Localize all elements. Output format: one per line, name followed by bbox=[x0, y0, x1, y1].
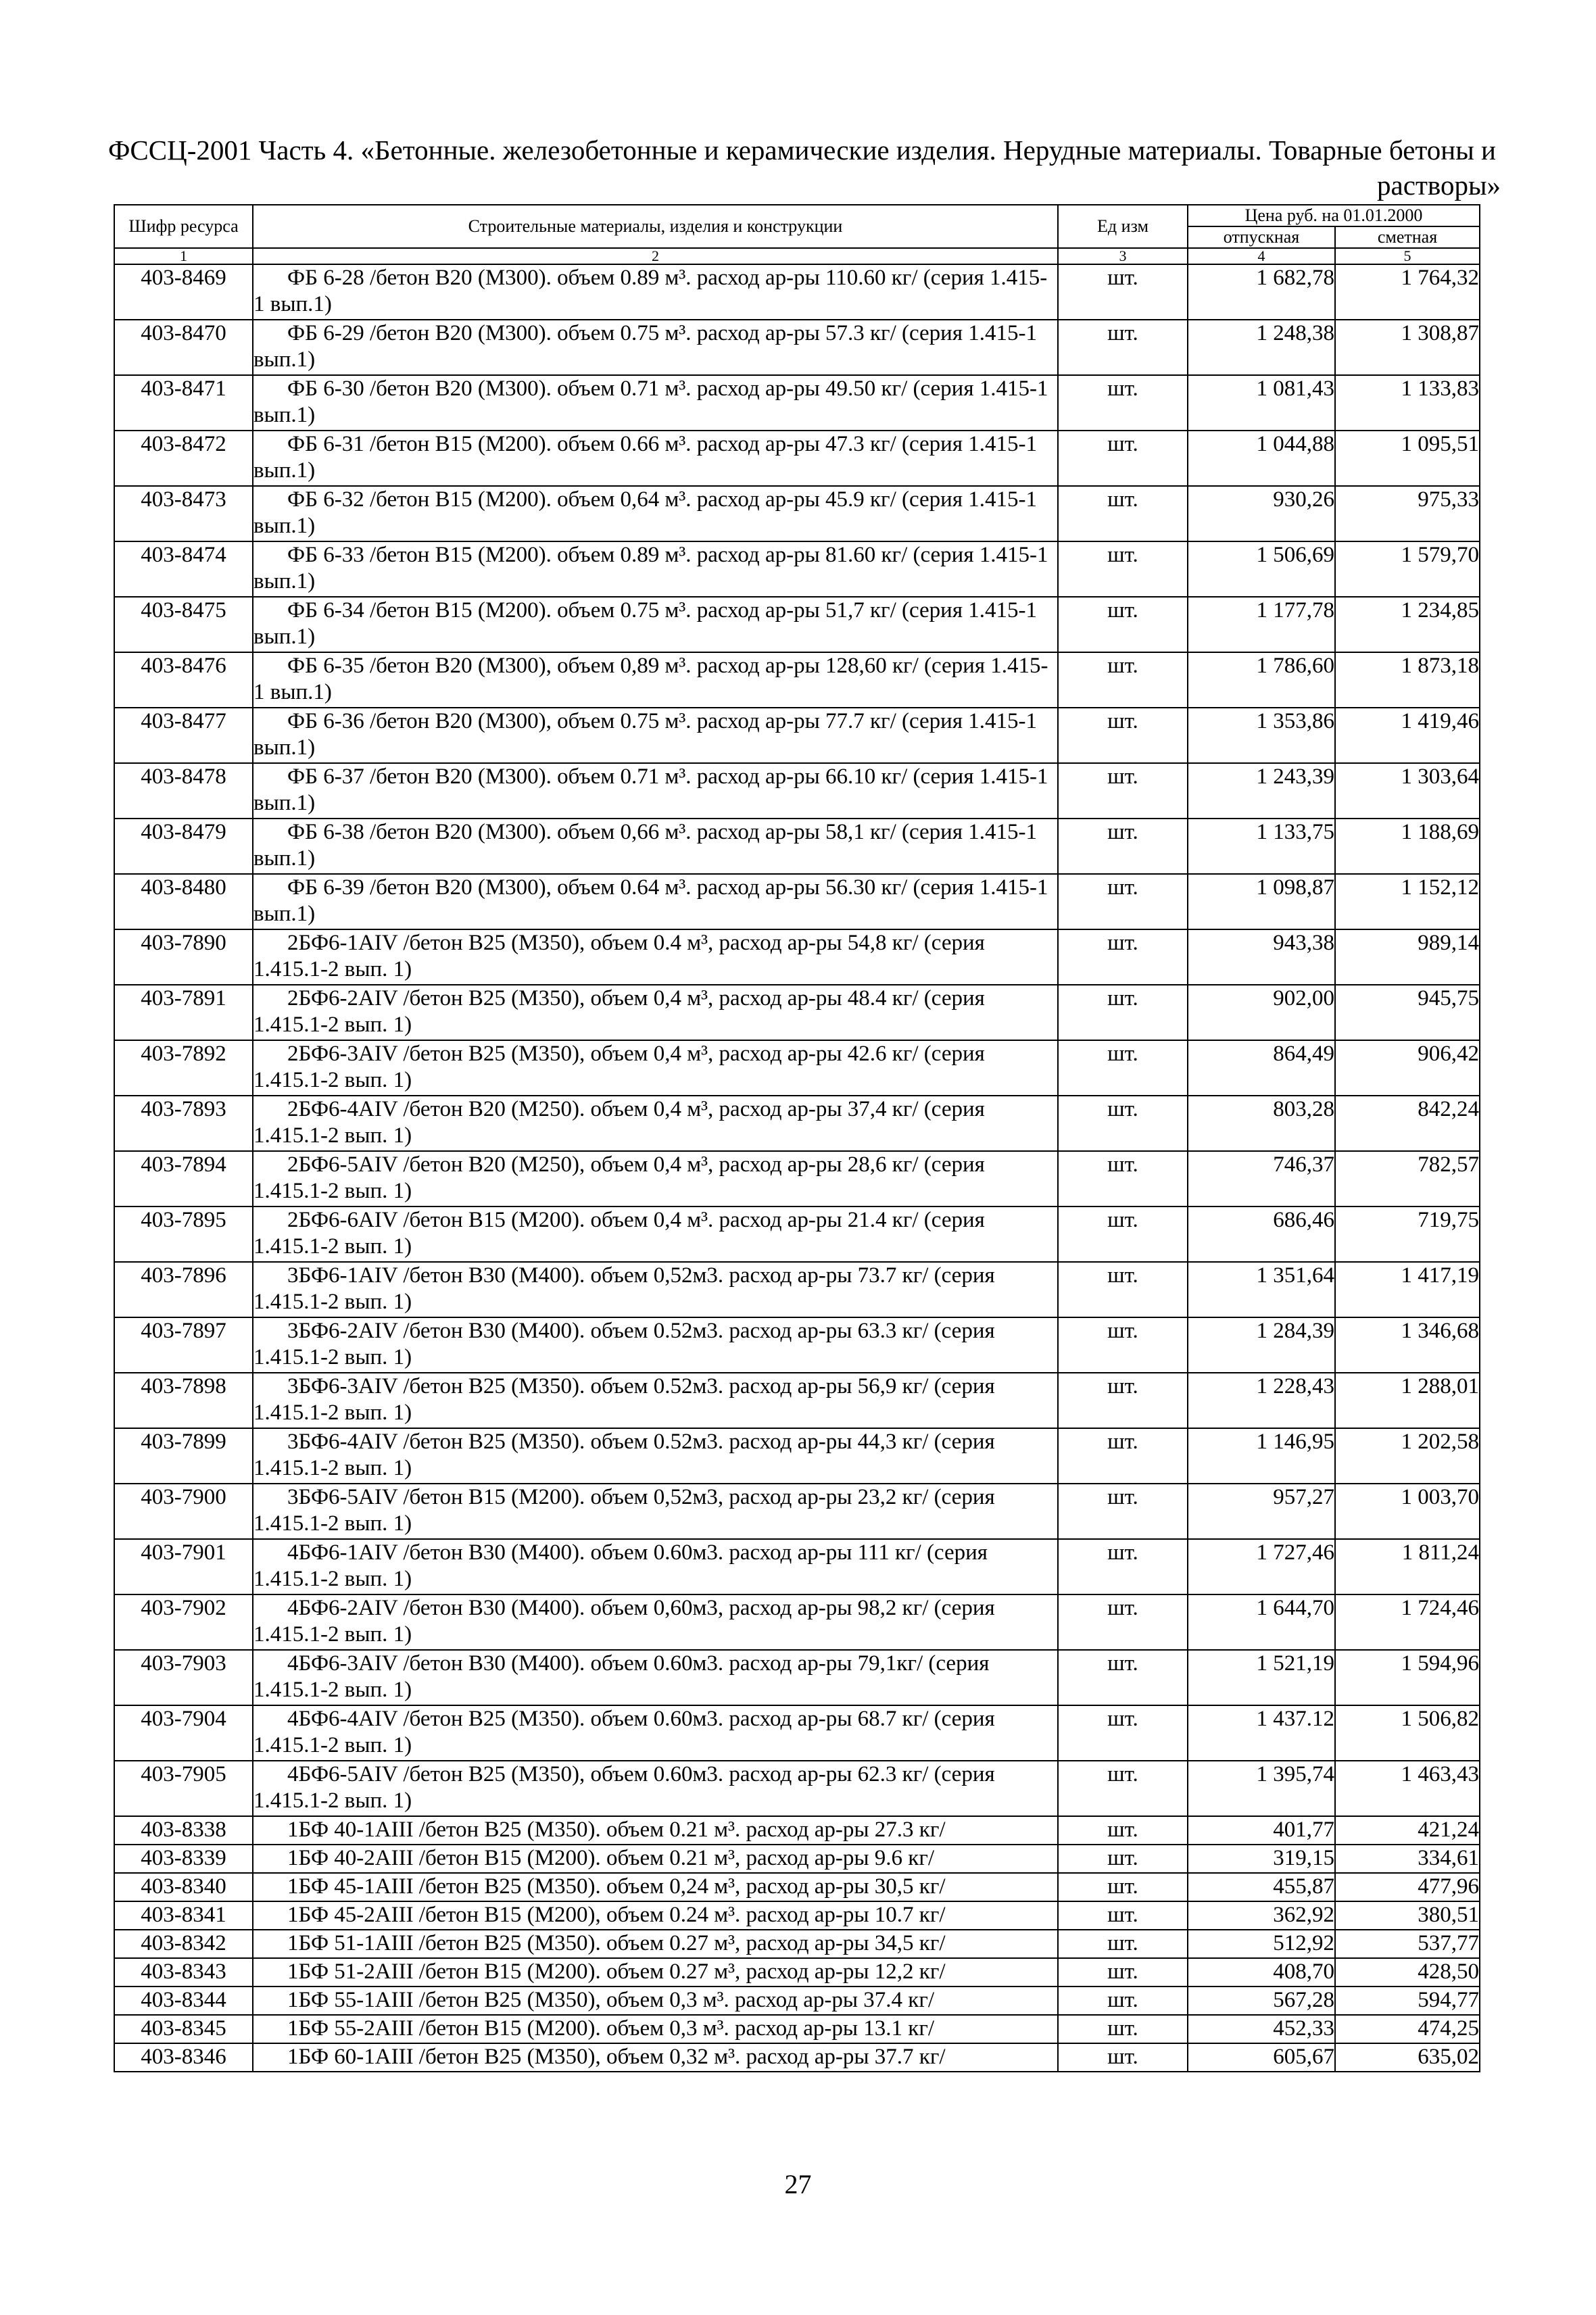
price-estimate-cell: 1 594,96 bbox=[1335, 1650, 1480, 1705]
price-release-cell: 1 284,39 bbox=[1188, 1317, 1335, 1373]
description-cell bbox=[253, 1096, 1058, 1151]
price-release-cell: 1 228,43 bbox=[1188, 1373, 1335, 1428]
price-release-cell: 1 682,78 bbox=[1188, 264, 1335, 320]
price-release-cell: 1 644,70 bbox=[1188, 1594, 1335, 1650]
description-text: 3БФ6-5АIV /бетон В15 (М200). объем 0,52м3, расход ар-ры 23,2 кг/ (серия 1.415.1-2 вып. 1) bbox=[253, 1485, 995, 1536]
price-estimate-cell: 1 133,83 bbox=[1335, 375, 1480, 431]
unit-cell: шт. bbox=[1058, 1151, 1188, 1207]
price-release-cell: 401,77 bbox=[1188, 1816, 1335, 1845]
price-estimate-cell: 1 188,69 bbox=[1335, 819, 1480, 874]
price-estimate-cell: 1 764,32 bbox=[1335, 264, 1480, 320]
unit-cell: шт. bbox=[1058, 431, 1188, 486]
price-release-cell: 512,92 bbox=[1188, 1930, 1335, 1958]
price-release-cell: 1 521,19 bbox=[1188, 1650, 1335, 1705]
unit-cell: шт. bbox=[1058, 1262, 1188, 1317]
table-row bbox=[114, 874, 1480, 929]
table-row bbox=[114, 1987, 1480, 2015]
price-estimate-cell: 594,77 bbox=[1335, 1987, 1480, 2015]
unit-cell: шт. bbox=[1058, 320, 1188, 375]
unit-cell: шт. bbox=[1058, 375, 1188, 431]
price-estimate-cell: 1 095,51 bbox=[1335, 431, 1480, 486]
table-row bbox=[114, 1930, 1480, 1958]
description-text: 3БФ6-4АIV /бетон В25 (М350). объем 0.52м3. расход ар-ры 44,3 кг/ (серия 1.415.1-2 вып. 1) bbox=[253, 1430, 995, 1480]
price-estimate-cell: 842,24 bbox=[1335, 1096, 1480, 1151]
unit-cell: шт. bbox=[1058, 1873, 1188, 1901]
col-header-price-release: отпускная bbox=[1188, 226, 1335, 248]
description-text: ФБ 6-29 /бетон В20 (М300). объем 0.75 м³. расход ар-ры 57.3 кг/ (серия 1.415-1 вып.1) bbox=[253, 321, 1037, 372]
description-cell bbox=[253, 264, 1058, 320]
unit-cell: шт. bbox=[1058, 819, 1188, 874]
price-estimate-cell: 1 463,43 bbox=[1335, 1761, 1480, 1816]
unit-cell: шт. bbox=[1058, 763, 1188, 819]
description-text: ФБ 6-31 /бетон В15 (М200). объем 0.66 м³. расход ар-ры 47.3 кг/ (серия 1.415-1 вып.1) bbox=[253, 432, 1037, 483]
description-text: 3БФ6-3АIV /бетон В25 (М350). объем 0.52м3. расход ар-ры 56,9 кг/ (серия 1.415.1-2 вып. 1) bbox=[253, 1374, 995, 1425]
code-cell: 403-8346 bbox=[114, 2043, 253, 2072]
unit-cell: шт. bbox=[1058, 1901, 1188, 1930]
code-cell: 403-8342 bbox=[114, 1930, 253, 1958]
description-text: ФБ 6-35 /бетон В20 (М300), объем 0,89 м³. расход ар-ры 128,60 кг/ (серия 1.415-1 вып.1) bbox=[253, 654, 1048, 704]
description-text: ФБ 6-38 /бетон В20 (М300). объем 0,66 м³. расход ар-ры 58,1 кг/ (серия 1.415-1 вып.1) bbox=[253, 820, 1037, 871]
price-release-cell: 408,70 bbox=[1188, 1958, 1335, 1987]
description-cell bbox=[253, 2043, 1058, 2072]
description-text: ФБ 6-30 /бетон В20 (М300). объем 0.71 м³. расход ар-ры 49.50 кг/ (серия 1.415-1 вып.1) bbox=[253, 376, 1048, 427]
price-release-cell: 803,28 bbox=[1188, 1096, 1335, 1151]
description-cell bbox=[253, 819, 1058, 874]
code-cell: 403-7902 bbox=[114, 1594, 253, 1650]
price-release-cell: 1 395,74 bbox=[1188, 1761, 1335, 1816]
price-release-cell: 902,00 bbox=[1188, 985, 1335, 1040]
description-text: 1БФ 55-1АIII /бетон В25 (М350), объем 0,3 м³. расход ар-ры 37.4 кг/ bbox=[287, 1988, 935, 2012]
table-row bbox=[114, 1484, 1480, 1539]
description-text: 2БФ6-1АIV /бетон В25 (М350), объем 0.4 м³, расход ар-ры 54,8 кг/ (серия 1.415.1-2 вып. 1) bbox=[253, 931, 985, 981]
price-release-cell: 864,49 bbox=[1188, 1040, 1335, 1096]
unit-cell: шт. bbox=[1058, 1040, 1188, 1096]
description-text: ФБ 6-34 /бетон В15 (М200). объем 0.75 м³. расход ар-ры 51,7 кг/ (серия 1.415-1 вып.1) bbox=[253, 598, 1037, 649]
code-cell: 403-7895 bbox=[114, 1207, 253, 1262]
price-estimate-cell: 1 003,70 bbox=[1335, 1484, 1480, 1539]
code-cell: 403-8339 bbox=[114, 1845, 253, 1873]
unit-cell: шт. bbox=[1058, 1539, 1188, 1594]
table-row bbox=[114, 1096, 1480, 1151]
description-cell bbox=[253, 1594, 1058, 1650]
price-estimate-cell: 635,02 bbox=[1335, 2043, 1480, 2072]
code-cell: 403-8480 bbox=[114, 874, 253, 929]
price-estimate-cell: 1 288,01 bbox=[1335, 1373, 1480, 1428]
description-text: ФБ 6-39 /бетон В20 (М300), объем 0.64 м³. расход ар-ры 56.30 кг/ (серия 1.415-1 вып.1) bbox=[253, 875, 1048, 926]
description-cell bbox=[253, 763, 1058, 819]
description-cell bbox=[253, 1262, 1058, 1317]
unit-cell: шт. bbox=[1058, 1930, 1188, 1958]
table-row bbox=[114, 1873, 1480, 1901]
price-release-cell: 957,27 bbox=[1188, 1484, 1335, 1539]
description-text: 4БФ6-2АIV /бетон В30 (М400). объем 0,60м3, расход ар-ры 98,2 кг/ (серия 1.415.1-2 вып. 1) bbox=[253, 1596, 995, 1647]
price-release-cell: 1 351,64 bbox=[1188, 1262, 1335, 1317]
table-row bbox=[114, 1539, 1480, 1594]
unit-cell: шт. bbox=[1058, 1761, 1188, 1816]
price-estimate-cell: 1 308,87 bbox=[1335, 320, 1480, 375]
description-cell bbox=[253, 1705, 1058, 1761]
unit-cell: шт. bbox=[1058, 2015, 1188, 2043]
description-cell bbox=[253, 1761, 1058, 1816]
table-row bbox=[114, 431, 1480, 486]
description-text: 2БФ6-2АIV /бетон В25 (М350), объем 0,4 м³, расход ар-ры 48.4 кг/ (серия 1.415.1-2 вып. 1) bbox=[253, 986, 985, 1037]
table-row bbox=[114, 652, 1480, 708]
column-number: 4 bbox=[1188, 248, 1335, 264]
col-header-desc: Строительные материалы, изделия и конструкции bbox=[253, 205, 1058, 248]
description-text: 1БФ 40-2АIII /бетон В15 (М200). объем 0.21 м³, расход ар-ры 9.6 кг/ bbox=[287, 1846, 935, 1870]
table-row bbox=[114, 2043, 1480, 2072]
description-text: 1БФ 55-2АIII /бетон В15 (М200). объем 0,3 м³. расход ар-ры 13.1 кг/ bbox=[287, 2016, 935, 2041]
code-cell: 403-7898 bbox=[114, 1373, 253, 1428]
code-cell: 403-7897 bbox=[114, 1317, 253, 1373]
description-cell bbox=[253, 652, 1058, 708]
price-estimate-cell: 1 724,46 bbox=[1335, 1594, 1480, 1650]
price-release-cell: 1 044,88 bbox=[1188, 431, 1335, 486]
table-row bbox=[114, 1262, 1480, 1317]
table-row bbox=[114, 1845, 1480, 1873]
table-row bbox=[114, 1958, 1480, 1987]
price-estimate-cell: 782,57 bbox=[1335, 1151, 1480, 1207]
description-text: ФБ 6-36 /бетон В20 (М300), объем 0.75 м³. расход ар-ры 77.7 кг/ (серия 1.415-1 вып.1) bbox=[253, 709, 1037, 760]
code-cell: 403-7905 bbox=[114, 1761, 253, 1816]
table-row bbox=[114, 375, 1480, 431]
price-release-cell: 362,92 bbox=[1188, 1901, 1335, 1930]
code-cell: 403-8476 bbox=[114, 652, 253, 708]
unit-cell: шт. bbox=[1058, 1428, 1188, 1484]
description-cell bbox=[253, 320, 1058, 375]
price-estimate-cell: 1 579,70 bbox=[1335, 541, 1480, 597]
unit-cell: шт. bbox=[1058, 541, 1188, 597]
code-cell: 403-7904 bbox=[114, 1705, 253, 1761]
price-release-cell: 1 353,86 bbox=[1188, 708, 1335, 763]
description-cell bbox=[253, 1987, 1058, 2015]
price-release-cell: 1 081,43 bbox=[1188, 375, 1335, 431]
description-cell bbox=[253, 597, 1058, 652]
price-estimate-cell: 945,75 bbox=[1335, 985, 1480, 1040]
description-cell bbox=[253, 874, 1058, 929]
table-body bbox=[114, 264, 1480, 2072]
code-cell: 403-8473 bbox=[114, 486, 253, 541]
description-text: 1БФ 60-1АIII /бетон В25 (М350), объем 0,32 м³. расход ар-ры 37.7 кг/ bbox=[287, 2045, 946, 2069]
code-cell: 403-8338 bbox=[114, 1816, 253, 1845]
code-cell: 403-8475 bbox=[114, 597, 253, 652]
price-release-cell: 930,26 bbox=[1188, 486, 1335, 541]
description-cell bbox=[253, 1845, 1058, 1873]
unit-cell: шт. bbox=[1058, 985, 1188, 1040]
page-header bbox=[108, 132, 1501, 203]
price-release-cell: 1 437.12 bbox=[1188, 1705, 1335, 1761]
price-estimate-cell: 474,25 bbox=[1335, 2015, 1480, 2043]
price-release-cell: 1 727,46 bbox=[1188, 1539, 1335, 1594]
price-estimate-cell: 421,24 bbox=[1335, 1816, 1480, 1845]
price-release-cell: 319,15 bbox=[1188, 1845, 1335, 1873]
unit-cell: шт. bbox=[1058, 597, 1188, 652]
description-cell bbox=[253, 1373, 1058, 1428]
description-cell bbox=[253, 1428, 1058, 1484]
table-row bbox=[114, 597, 1480, 652]
code-cell: 403-8470 bbox=[114, 320, 253, 375]
price-estimate-cell: 1 303,64 bbox=[1335, 763, 1480, 819]
price-estimate-cell: 1 419,46 bbox=[1335, 708, 1480, 763]
price-release-cell: 746,37 bbox=[1188, 1151, 1335, 1207]
description-text: ФБ 6-37 /бетон В20 (М300). объем 0.71 м³. расход ар-ры 66.10 кг/ (серия 1.415-1 вып.1) bbox=[253, 764, 1048, 815]
table-row bbox=[114, 819, 1480, 874]
header-title-line2: растворы» bbox=[1377, 170, 1501, 201]
description-text: 3БФ6-1АIV /бетон В30 (М400). объем 0,52м3. расход ар-ры 73.7 кг/ (серия 1.415.1-2 вып. 1) bbox=[253, 1263, 995, 1314]
unit-cell: шт. bbox=[1058, 1650, 1188, 1705]
unit-cell: шт. bbox=[1058, 1096, 1188, 1151]
column-number-row bbox=[114, 248, 1480, 264]
unit-cell: шт. bbox=[1058, 652, 1188, 708]
description-cell bbox=[253, 1040, 1058, 1096]
code-cell: 403-8340 bbox=[114, 1873, 253, 1901]
price-release-cell: 1 786,60 bbox=[1188, 652, 1335, 708]
code-cell: 403-8341 bbox=[114, 1901, 253, 1930]
description-cell bbox=[253, 1901, 1058, 1930]
unit-cell: шт. bbox=[1058, 1373, 1188, 1428]
table-row bbox=[114, 1650, 1480, 1705]
column-number: 2 bbox=[253, 248, 1058, 264]
description-cell bbox=[253, 985, 1058, 1040]
description-text: 2БФ6-5АIV /бетон В20 (М250), объем 0,4 м³, расход ар-ры 28,6 кг/ (серия 1.415.1-2 вып. 1) bbox=[253, 1152, 985, 1203]
table-row bbox=[114, 1151, 1480, 1207]
table-row bbox=[114, 486, 1480, 541]
price-estimate-cell: 1 152,12 bbox=[1335, 874, 1480, 929]
description-text: 4БФ6-4АIV /бетон В25 (М350). объем 0.60м3. расход ар-ры 68.7 кг/ (серия 1.415.1-2 вып. 1) bbox=[253, 1707, 995, 1757]
price-release-cell: 567,28 bbox=[1188, 1987, 1335, 2015]
code-cell: 403-8472 bbox=[114, 431, 253, 486]
price-estimate-cell: 1 346,68 bbox=[1335, 1317, 1480, 1373]
price-release-cell: 686,46 bbox=[1188, 1207, 1335, 1262]
col-header-unit: Ед изм bbox=[1058, 205, 1188, 248]
description-cell bbox=[253, 1873, 1058, 1901]
description-cell bbox=[253, 1317, 1058, 1373]
code-cell: 403-7899 bbox=[114, 1428, 253, 1484]
table-row bbox=[114, 1816, 1480, 1845]
unit-cell: шт. bbox=[1058, 1845, 1188, 1873]
description-cell bbox=[253, 1151, 1058, 1207]
price-estimate-cell: 1 506,82 bbox=[1335, 1705, 1480, 1761]
price-estimate-cell: 719,75 bbox=[1335, 1207, 1480, 1262]
description-cell bbox=[253, 1207, 1058, 1262]
description-text: 2БФ6-6АIV /бетон В15 (М200). объем 0,4 м³. расход ар-ры 21.4 кг/ (серия 1.415.1-2 вып. 1) bbox=[253, 1208, 985, 1259]
code-cell: 403-8474 bbox=[114, 541, 253, 597]
price-release-cell: 1 146,95 bbox=[1188, 1428, 1335, 1484]
code-cell: 403-8477 bbox=[114, 708, 253, 763]
price-estimate-cell: 477,96 bbox=[1335, 1873, 1480, 1901]
table-row bbox=[114, 985, 1480, 1040]
description-text: 1БФ 51-1АIII /бетон В25 (М350). объем 0.27 м³, расход ар-ры 34,5 кг/ bbox=[287, 1931, 946, 1955]
code-cell: 403-7900 bbox=[114, 1484, 253, 1539]
price-release-cell: 452,33 bbox=[1188, 2015, 1335, 2043]
column-number: 5 bbox=[1335, 248, 1480, 264]
unit-cell: шт. bbox=[1058, 1317, 1188, 1373]
code-cell: 403-8479 bbox=[114, 819, 253, 874]
price-release-cell: 605,67 bbox=[1188, 2043, 1335, 2072]
price-release-cell: 1 243,39 bbox=[1188, 763, 1335, 819]
code-cell: 403-8478 bbox=[114, 763, 253, 819]
unit-cell: шт. bbox=[1058, 1987, 1188, 2015]
price-estimate-cell: 1 202,58 bbox=[1335, 1428, 1480, 1484]
code-cell: 403-7892 bbox=[114, 1040, 253, 1096]
table-row bbox=[114, 1761, 1480, 1816]
unit-cell: шт. bbox=[1058, 1484, 1188, 1539]
description-cell bbox=[253, 1484, 1058, 1539]
table-row bbox=[114, 763, 1480, 819]
table-row bbox=[114, 1901, 1480, 1930]
unit-cell: шт. bbox=[1058, 874, 1188, 929]
price-estimate-cell: 1 811,24 bbox=[1335, 1539, 1480, 1594]
code-cell: 403-7891 bbox=[114, 985, 253, 1040]
description-cell bbox=[253, 541, 1058, 597]
unit-cell: шт. bbox=[1058, 264, 1188, 320]
description-text: 4БФ6-5АIV /бетон В25 (М350), объем 0.60м3. расход ар-ры 62.3 кг/ (серия 1.415.1-2 вып. 1) bbox=[253, 1762, 995, 1813]
table-row bbox=[114, 320, 1480, 375]
code-cell: 403-8343 bbox=[114, 1958, 253, 1987]
description-cell bbox=[253, 375, 1058, 431]
price-estimate-cell: 975,33 bbox=[1335, 486, 1480, 541]
unit-cell: шт. bbox=[1058, 1958, 1188, 1987]
code-cell: 403-8345 bbox=[114, 2015, 253, 2043]
col-header-price-group: Цена руб. на 01.01.2000 bbox=[1188, 205, 1480, 226]
price-release-cell: 1 133,75 bbox=[1188, 819, 1335, 874]
unit-cell: шт. bbox=[1058, 2043, 1188, 2072]
column-number: 3 bbox=[1058, 248, 1188, 264]
description-cell bbox=[253, 1539, 1058, 1594]
price-estimate-cell: 1 417,19 bbox=[1335, 1262, 1480, 1317]
description-cell bbox=[253, 1650, 1058, 1705]
table-row bbox=[114, 264, 1480, 320]
price-estimate-cell: 380,51 bbox=[1335, 1901, 1480, 1930]
code-cell: 403-7896 bbox=[114, 1262, 253, 1317]
price-release-cell: 1 177,78 bbox=[1188, 597, 1335, 652]
price-estimate-cell: 1 234,85 bbox=[1335, 597, 1480, 652]
table-row bbox=[114, 1317, 1480, 1373]
price-release-cell: 455,87 bbox=[1188, 1873, 1335, 1901]
code-cell: 403-8344 bbox=[114, 1987, 253, 2015]
description-cell bbox=[253, 708, 1058, 763]
description-cell bbox=[253, 2015, 1058, 2043]
description-text: 1БФ 45-1АIII /бетон В25 (М350). объем 0,24 м³, расход ар-ры 30,5 кг/ bbox=[287, 1874, 946, 1899]
description-text: 2БФ6-4АIV /бетон В20 (М250). объем 0,4 м³, расход ар-ры 37,4 кг/ (серия 1.415.1-2 вып. 1) bbox=[253, 1097, 985, 1148]
price-release-cell: 1 248,38 bbox=[1188, 320, 1335, 375]
col-header-price-estimate: сметная bbox=[1335, 226, 1480, 248]
code-cell: 403-7894 bbox=[114, 1151, 253, 1207]
price-estimate-cell: 334,61 bbox=[1335, 1845, 1480, 1873]
col-header-code: Шифр ресурса bbox=[114, 205, 253, 248]
price-estimate-cell: 1 873,18 bbox=[1335, 652, 1480, 708]
description-cell bbox=[253, 431, 1058, 486]
description-text: ФБ 6-32 /бетон В15 (М200). объем 0,64 м³. расход ар-ры 45.9 кг/ (серия 1.415-1 вып.1) bbox=[253, 487, 1037, 538]
price-table bbox=[114, 204, 1480, 2072]
unit-cell: шт. bbox=[1058, 1816, 1188, 1845]
description-cell bbox=[253, 929, 1058, 985]
code-cell: 403-7903 bbox=[114, 1650, 253, 1705]
table-row bbox=[114, 1594, 1480, 1650]
table-row bbox=[114, 2015, 1480, 2043]
description-text: 2БФ6-3АIV /бетон В25 (М350), объем 0,4 м³, расход ар-ры 42.6 кг/ (серия 1.415.1-2 вып. 1) bbox=[253, 1042, 985, 1092]
price-estimate-cell: 537,77 bbox=[1335, 1930, 1480, 1958]
header-title-line1: ФССЦ-2001 Часть 4. «Бетонные. железобетонные и керамические изделия. Нерудные материалы. Товарные бетоны и bbox=[108, 135, 1496, 166]
table-row bbox=[114, 541, 1480, 597]
column-number: 1 bbox=[114, 248, 253, 264]
price-release-cell: 1 098,87 bbox=[1188, 874, 1335, 929]
table-row bbox=[114, 1373, 1480, 1428]
price-estimate-cell: 989,14 bbox=[1335, 929, 1480, 985]
unit-cell: шт. bbox=[1058, 929, 1188, 985]
description-text: 4БФ6-3АIV /бетон В30 (М400). объем 0.60м3. расход ар-ры 79,1кг/ (серия 1.415.1-2 вып. 1) bbox=[253, 1651, 990, 1702]
code-cell: 403-8471 bbox=[114, 375, 253, 431]
code-cell: 403-7890 bbox=[114, 929, 253, 985]
description-cell bbox=[253, 1930, 1058, 1958]
description-text: ФБ 6-33 /бетон В15 (М200). объем 0.89 м³. расход ар-ры 81.60 кг/ (серия 1.415-1 вып.1) bbox=[253, 543, 1048, 593]
price-estimate-cell: 428,50 bbox=[1335, 1958, 1480, 1987]
table-row bbox=[114, 1705, 1480, 1761]
description-text: 1БФ 51-2АIII /бетон В15 (М200). объем 0.27 м³, расход ар-ры 12,2 кг/ bbox=[287, 1959, 946, 1984]
table-row bbox=[114, 1428, 1480, 1484]
unit-cell: шт. bbox=[1058, 1594, 1188, 1650]
description-text: 4БФ6-1АIV /бетон В30 (М400). объем 0.60м3. расход ар-ры 111 кг/ (серия 1.415.1-2 вып. 1) bbox=[253, 1540, 988, 1591]
description-cell bbox=[253, 1958, 1058, 1987]
description-text: 1БФ 45-2АIII /бетон В15 (М200), объем 0.24 м³. расход ар-ры 10.7 кг/ bbox=[287, 1903, 946, 1927]
table-row bbox=[114, 708, 1480, 763]
code-cell: 403-7893 bbox=[114, 1096, 253, 1151]
table-row bbox=[114, 1040, 1480, 1096]
description-text: ФБ 6-28 /бетон В20 (М300). объем 0.89 м³. расход ар-ры 110.60 кг/ (серия 1.415-1 вып.1) bbox=[253, 266, 1048, 316]
code-cell: 403-7901 bbox=[114, 1539, 253, 1594]
table-row bbox=[114, 1207, 1480, 1262]
unit-cell: шт. bbox=[1058, 1207, 1188, 1262]
table-row bbox=[114, 929, 1480, 985]
price-release-cell: 1 506,69 bbox=[1188, 541, 1335, 597]
unit-cell: шт. bbox=[1058, 1705, 1188, 1761]
code-cell: 403-8469 bbox=[114, 264, 253, 320]
price-release-cell: 943,38 bbox=[1188, 929, 1335, 985]
page-number: 27 bbox=[784, 2169, 812, 2199]
unit-cell: шт. bbox=[1058, 486, 1188, 541]
unit-cell: шт. bbox=[1058, 708, 1188, 763]
price-estimate-cell: 906,42 bbox=[1335, 1040, 1480, 1096]
description-text: 3БФ6-2АIV /бетон В30 (М400). объем 0.52м3. расход ар-ры 63.3 кг/ (серия 1.415.1-2 вып. 1) bbox=[253, 1319, 995, 1369]
description-cell bbox=[253, 486, 1058, 541]
description-text: 1БФ 40-1АIII /бетон В25 (М350). объем 0.21 м³. расход ар-ры 27.3 кг/ bbox=[287, 1818, 946, 1842]
description-cell bbox=[253, 1816, 1058, 1845]
